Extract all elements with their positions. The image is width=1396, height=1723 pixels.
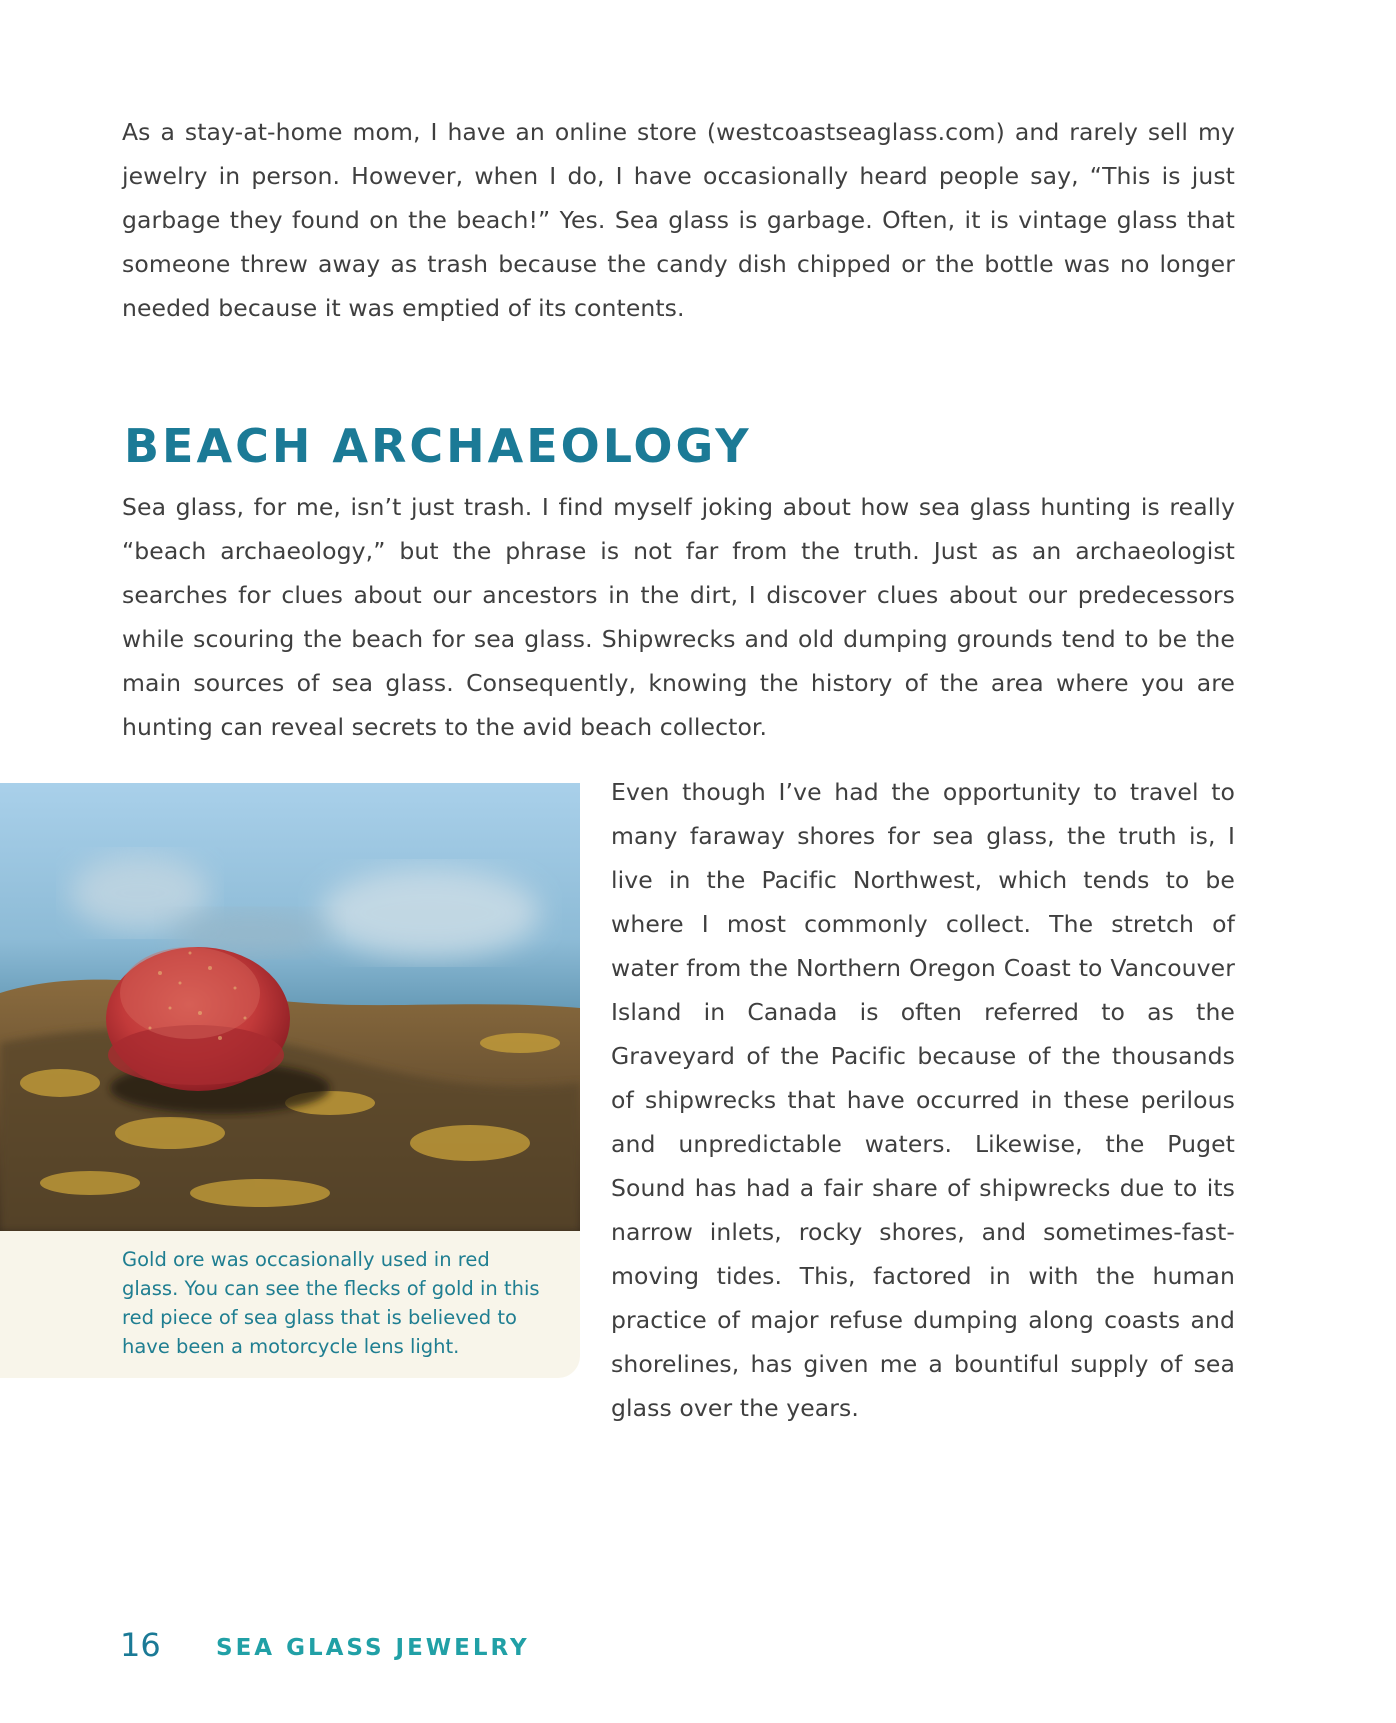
section-heading: BEACH ARCHAEOLOGY xyxy=(124,419,752,473)
page-number: 16 xyxy=(120,1626,161,1664)
caption-box xyxy=(0,1231,580,1378)
beach-archaeology-paragraph: Sea glass, for me, isn’t just trash. I find myself joking about how sea glass hunting is really “beach archaeology,” but the phrase is not far from the truth. Just as an archaeologist searches for clues about our ancestors in the dirt, I discover clues about our predecessors while scouring the beach for sea glass. Shipwrecks and old dumping grounds tend to be the main sources of sea glass. Consequently, knowing the history of the area where you are hunting can reveal secrets to the avid beach collector. xyxy=(122,493,1235,741)
intro-paragraph: As a stay-at-home mom, I have an online store (westcoastseaglass.com) and rarely sell my jewelry in person. However, when I do, I have occasionally heard people say, “This is just garbage they found on the beach!” Yes. Sea glass is garbage. Often, it is vintage glass that someone threw away as trash because the candy dish chipped or the bottle was no longer needed because it was emptied of its contents. xyxy=(122,118,1235,322)
running-head: SEA GLASS JEWELRY xyxy=(216,1635,530,1661)
photo-caption: Gold ore was occasionally used in red glass. You can see the flecks of gold in this red piece of sea glass that is believed to have been a motorcycle lens light. xyxy=(122,1248,540,1358)
pacific-northwest-paragraph: Even though I’ve had the opportunity to travel to many faraway shores for sea glass, the truth is, I live in the Pacific Northwest, which tends to be where I most commonly collect. The stretch of water from the Northern Oregon Coast to Vancouver Island in Canada is often referred to as the Graveyard of the Pacific because of the thousands of shipwrecks that have occurred in these perilous and unpredictable waters. Likewise, the Puget Sound has had a fair share of shipwrecks due to its narrow inlets, rocky shores, and sometimes-fast-moving tides. This, factored in with the human practice of major refuse dumping along coasts and shorelines, has given me a bountiful supply of sea glass over the years. xyxy=(611,778,1235,1422)
sea-glass-photo xyxy=(0,783,580,1231)
